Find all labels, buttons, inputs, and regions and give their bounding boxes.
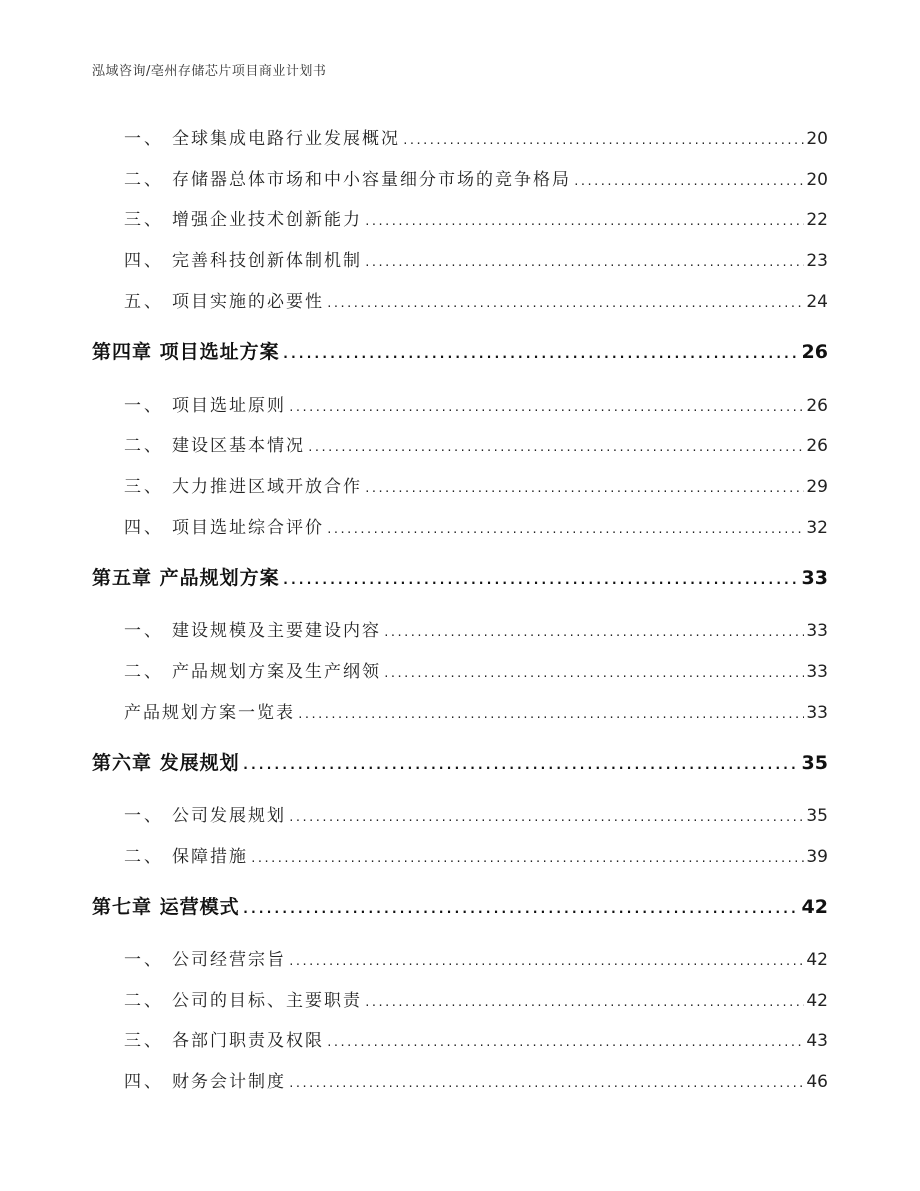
toc-entry[interactable] — [92, 1067, 828, 1092]
dot-leader — [307, 441, 804, 454]
toc-entry-title: 建设规模及主要建设内容 — [172, 621, 381, 641]
toc-entry[interactable] — [92, 657, 828, 682]
toc-entry-title: 增强企业技术创新能力 — [172, 210, 362, 230]
dot-leader — [250, 852, 804, 865]
toc-entry-number: 一、 — [124, 396, 164, 416]
toc-entry-title: 财务会计制度 — [172, 1072, 286, 1092]
toc-entry-page: 22 — [806, 210, 828, 230]
toc-entry-page: 26 — [806, 436, 828, 456]
toc-entry-number: 五、 — [124, 292, 164, 312]
toc-entry[interactable] — [92, 698, 828, 723]
toc-entry-number: 一、 — [124, 129, 164, 149]
toc-entry-page: 43 — [806, 1031, 828, 1051]
toc-entry[interactable] — [92, 431, 828, 456]
toc-entry-title: 建设区基本情况 — [172, 436, 305, 456]
toc-entry-title: 大力推进区域开放合作 — [172, 477, 362, 497]
toc-entry-page: 32 — [806, 518, 828, 538]
toc-entry-page: 24 — [806, 292, 828, 312]
toc-entry-title: 公司发展规划 — [172, 806, 286, 826]
dot-leader — [288, 811, 804, 824]
toc-entry-title: 各部门职责及权限 — [172, 1031, 324, 1051]
toc-entry-page: 39 — [806, 847, 828, 867]
toc-entry-page: 35 — [806, 806, 828, 826]
toc-entry-title: 产品规划方案一览表 — [124, 703, 295, 723]
toc-chapter[interactable] — [92, 563, 828, 590]
dot-leader — [326, 297, 804, 310]
dot-leader — [297, 708, 804, 721]
toc-chapter-page: 33 — [801, 567, 828, 589]
toc-entry-number: 一、 — [124, 806, 164, 826]
toc-entry-number: 二、 — [124, 170, 164, 190]
toc-entry-number: 四、 — [124, 1072, 164, 1092]
toc-entry[interactable] — [92, 842, 828, 867]
dot-leader — [282, 347, 800, 362]
dot-leader — [402, 134, 804, 147]
toc-entry[interactable] — [92, 801, 828, 826]
toc-chapter-title: 第五章 产品规划方案 — [92, 567, 280, 589]
toc-entry-page: 33 — [806, 703, 828, 723]
dot-leader — [364, 215, 804, 228]
toc-entry-title: 公司的目标、主要职责 — [172, 991, 362, 1011]
dot-leader — [326, 1036, 804, 1049]
toc-entry-title: 项目选址综合评价 — [172, 518, 324, 538]
page-header: 泓域咨询/亳州存储芯片项目商业计划书 — [92, 64, 327, 79]
toc-entry[interactable] — [92, 124, 828, 149]
toc-chapter-title: 第四章 项目选址方案 — [92, 341, 280, 363]
toc-entry[interactable] — [92, 246, 828, 271]
toc-entry-title: 公司经营宗旨 — [172, 950, 286, 970]
toc-chapter-page: 42 — [801, 896, 828, 918]
toc-chapter[interactable] — [92, 892, 828, 919]
toc-chapter-title: 第六章 发展规划 — [92, 752, 240, 774]
toc-entry-number: 四、 — [124, 518, 164, 538]
toc-entry-page: 29 — [806, 477, 828, 497]
toc-entry-number: 三、 — [124, 477, 164, 497]
toc-entry[interactable] — [92, 287, 828, 312]
toc-entry-title: 完善科技创新体制机制 — [172, 251, 362, 271]
toc-entry[interactable] — [92, 391, 828, 416]
toc-entry[interactable] — [92, 165, 828, 190]
toc-entry[interactable] — [92, 205, 828, 230]
toc-entry-page: 42 — [806, 991, 828, 1011]
toc-chapter[interactable] — [92, 748, 828, 775]
toc-entry-page: 42 — [806, 950, 828, 970]
dot-leader — [326, 523, 804, 536]
toc-chapter-page: 26 — [801, 341, 828, 363]
toc-entry[interactable] — [92, 616, 828, 641]
toc-entry-page: 46 — [806, 1072, 828, 1092]
toc-entry-number: 二、 — [124, 991, 164, 1011]
toc-entry-title: 项目选址原则 — [172, 396, 286, 416]
toc-entry-title: 项目实施的必要性 — [172, 292, 324, 312]
dot-leader — [573, 175, 804, 188]
toc-entry-page: 26 — [806, 396, 828, 416]
toc-entry-number: 三、 — [124, 210, 164, 230]
toc-entry-title: 全球集成电路行业发展概况 — [172, 129, 400, 149]
toc-entry-number: 二、 — [124, 662, 164, 682]
toc-entry[interactable] — [92, 472, 828, 497]
dot-leader — [364, 256, 804, 269]
dot-leader — [288, 1077, 804, 1090]
toc-entry-title: 存储器总体市场和中小容量细分市场的竞争格局 — [172, 170, 571, 190]
toc-entry-number: 二、 — [124, 436, 164, 456]
dot-leader — [282, 573, 800, 588]
toc-entry-page: 20 — [806, 129, 828, 149]
toc-entry-title: 保障措施 — [172, 847, 248, 867]
toc-entry-number: 一、 — [124, 950, 164, 970]
toc-entry[interactable] — [92, 1026, 828, 1051]
toc-entry-page: 23 — [806, 251, 828, 271]
dot-leader — [364, 482, 804, 495]
dot-leader — [383, 667, 804, 680]
toc-entry-number: 二、 — [124, 847, 164, 867]
toc-entry-title: 产品规划方案及生产纲领 — [172, 662, 381, 682]
toc-entry[interactable] — [92, 945, 828, 970]
toc-entry-page: 33 — [806, 662, 828, 682]
toc-entry-number: 四、 — [124, 251, 164, 271]
dot-leader — [242, 902, 800, 917]
dot-leader — [242, 758, 800, 773]
dot-leader — [288, 401, 804, 414]
toc-entry[interactable] — [92, 513, 828, 538]
toc-entry-number: 一、 — [124, 621, 164, 641]
toc-entry-number: 三、 — [124, 1031, 164, 1051]
toc-entry-page: 33 — [806, 621, 828, 641]
dot-leader — [364, 996, 804, 1009]
toc-chapter[interactable] — [92, 337, 828, 364]
toc-chapter-page: 35 — [801, 752, 828, 774]
dot-leader — [383, 626, 804, 639]
toc-entry-page: 20 — [806, 170, 828, 190]
dot-leader — [288, 955, 804, 968]
toc-entry[interactable] — [92, 986, 828, 1011]
toc-chapter-title: 第七章 运营模式 — [92, 896, 240, 918]
